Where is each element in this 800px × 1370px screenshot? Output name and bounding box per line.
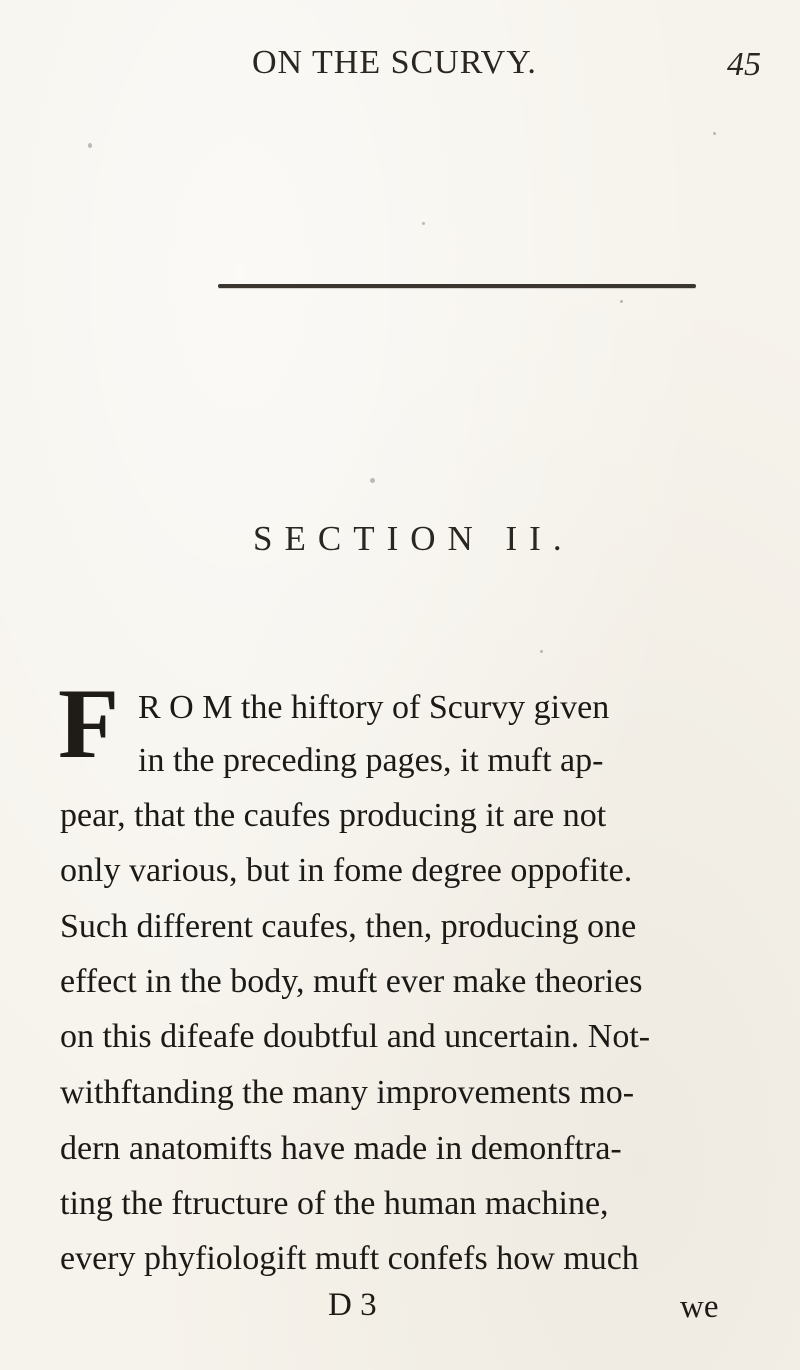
text-line: in the preceding pages, it muft ap- bbox=[138, 742, 604, 779]
text-line: dern anatomifts have made in demonftra- bbox=[60, 1130, 622, 1167]
ornamental-rule bbox=[218, 284, 696, 288]
paper-speck bbox=[540, 650, 543, 653]
drop-cap: F bbox=[58, 668, 120, 779]
text-line: pear, that the caufes producing it are not bbox=[60, 797, 607, 834]
paper-speck bbox=[370, 478, 375, 483]
text-line: ting the ftructure of the human machine, bbox=[60, 1185, 609, 1222]
text-line: every phyfiologift muft confefs how much bbox=[60, 1240, 639, 1277]
signature-mark: D 3 bbox=[328, 1287, 377, 1323]
paper-speck bbox=[713, 132, 716, 135]
text-line: withftanding the many improvements mo- bbox=[60, 1074, 635, 1111]
text-line: R O M the hiftory of Scurvy given bbox=[138, 689, 610, 726]
page-number: 45 bbox=[727, 46, 761, 83]
section-heading: SECTION II. bbox=[253, 519, 574, 558]
catchline bbox=[0, 1287, 800, 1331]
text-line: only various, but in fome degree oppofite. bbox=[60, 852, 633, 889]
paper-speck bbox=[422, 222, 425, 225]
paper-speck bbox=[620, 300, 623, 303]
text-line: on this difeafe doubtful and uncertain. Not- bbox=[60, 1018, 651, 1055]
running-head bbox=[0, 38, 800, 88]
text-line: Such different caufes, then, producing one bbox=[60, 908, 637, 945]
paper-speck bbox=[88, 143, 92, 148]
running-title: ON THE SCURVY. bbox=[252, 44, 537, 81]
text-line: effect in the body, muft ever make theories bbox=[60, 963, 643, 1000]
catchword: we bbox=[680, 1289, 719, 1325]
